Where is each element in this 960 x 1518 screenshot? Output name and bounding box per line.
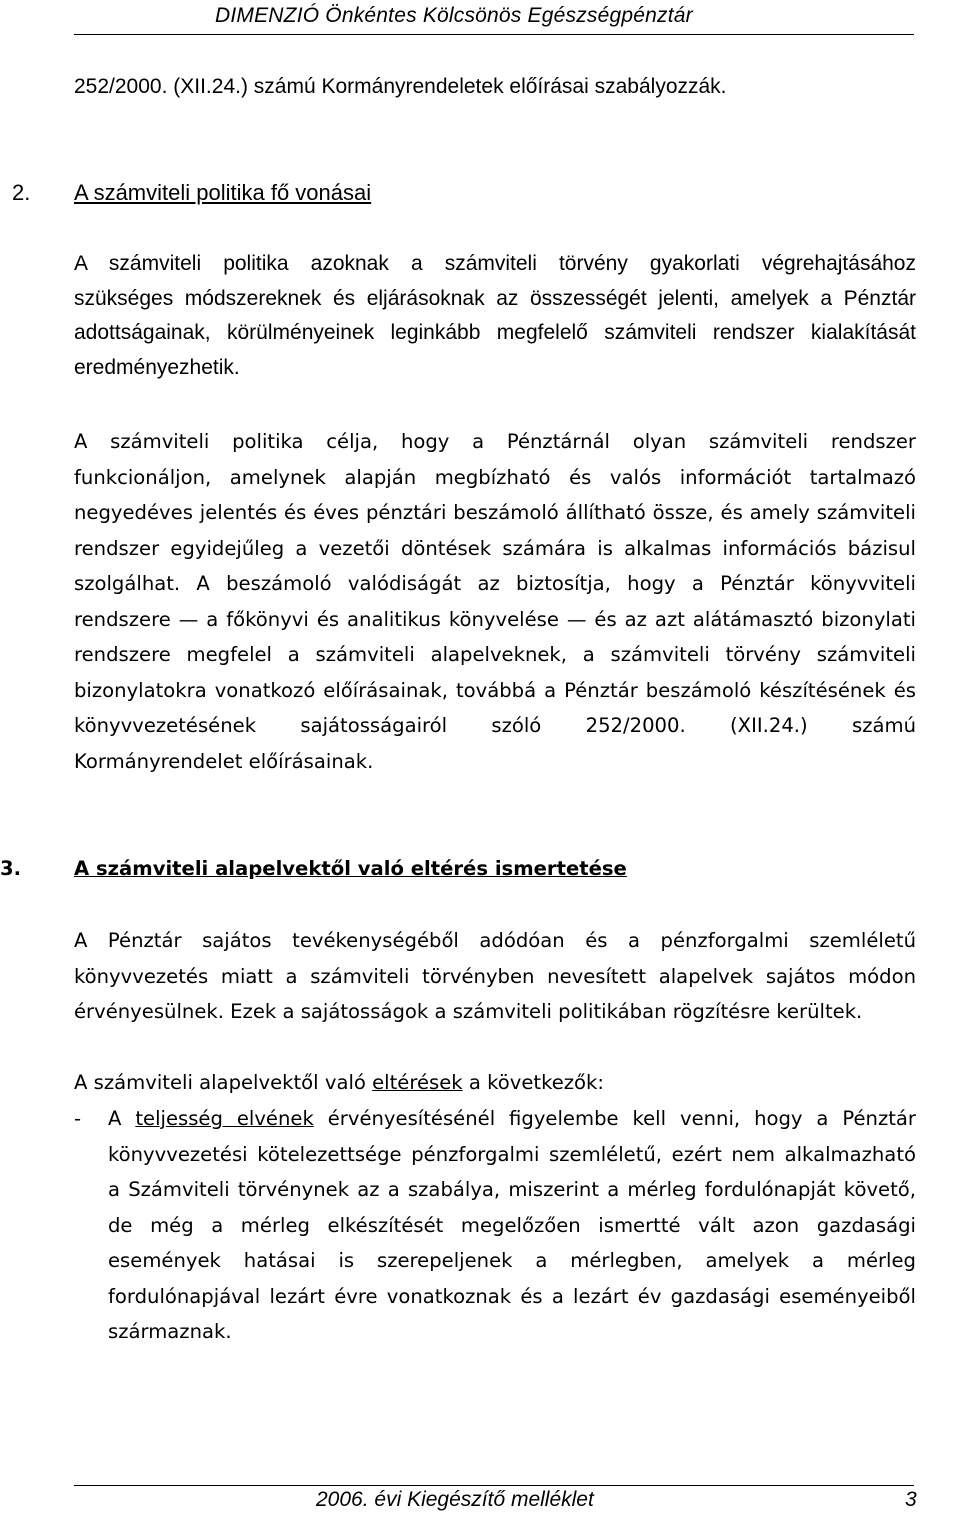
paragraph-line: könyvvezetés miatt a számviteli törvényben nevesített alapelvek sajátos módon [74, 964, 916, 988]
deviation-intro-text: A számviteli alapelvektől való [74, 1071, 373, 1094]
bullet-line: származnak. [108, 1320, 232, 1343]
bullet-line: fordulónapjával lezárt évre vonatkoznak és a lezárt év gazdasági eseményeiből [108, 1284, 916, 1308]
paragraph-line: bizonylatokra vonatkozó előírásainak, továbbá a Pénztár beszámoló készítésének és [74, 678, 916, 702]
section-3-number: 3. [0, 857, 22, 880]
bullet-item [108, 1101, 916, 1350]
section-3-paragraph-1 [74, 923, 916, 1030]
deviation-intro [74, 1065, 916, 1101]
section-2-paragraph-1 [74, 247, 916, 385]
section-2-title: A számviteli politika fő vonásai [74, 180, 372, 205]
section-2-number-label: 2. [12, 180, 31, 205]
paragraph-line: A Pénztár sajátos tevékenységéből adódóan és a pénzforgalmi szemléletű [74, 929, 916, 952]
bullet-line: könyvvezetési kötelezettsége pénzforgalmi szemléletű, ezért nem alkalmazható [108, 1142, 916, 1166]
footer-label: 2006. évi Kiegészítő melléklet [316, 1488, 594, 1511]
footer-rule [74, 1485, 914, 1486]
principle-of-completeness: teljesség elvének [135, 1107, 314, 1130]
paragraph-line: rendszer egyidejűleg a vezetői döntések számára is alkalmas információs bázisul [74, 536, 916, 560]
paragraph-line: A számviteli politika célja, hogy a Pénztárnál olyan számviteli rendszer [74, 430, 916, 453]
paragraph-line: könyvvezetésének sajátosságairól szóló 252/2000. (XII.24.) számú [74, 714, 916, 737]
paragraph-line: negyedéves jelentés és éves pénztári beszámoló állítható össze, és amely számviteli [74, 501, 916, 524]
paragraph-line: érvényesülnek. Ezek a sajátosságok a számviteli politikában rögzítésre kerültek. [74, 1000, 863, 1023]
bullet-line: de még a mérleg elkészítését megelőzően ismertté vált azon gazdasági [108, 1213, 916, 1237]
deviation-intro-text: a következők: [462, 1071, 604, 1094]
header-rule [74, 34, 914, 35]
page-number: 3 [905, 1488, 917, 1511]
paragraph-line: A számviteli politika azoknak a számviteli törvény gyakorlati végrehajtásához [74, 252, 916, 275]
paragraph-line: eredményezhetik. [74, 355, 240, 379]
paragraph-line: funkcionáljon, amelynek alapján megbízható és valós információt tartalmazó [74, 465, 916, 489]
bullet-text: érvényesítésénél figyelembe kell venni, hogy a Pénztár [313, 1107, 916, 1130]
section-2-paragraph-2 [74, 424, 916, 779]
bullet-line: események hatásai is szerepeljenek a mérlegben, amelyek a mérleg [108, 1249, 916, 1272]
paragraph-line: Kormányrendelet előírásainak. [74, 749, 374, 773]
paragraph-line: szükséges módszereknek és eljárásoknak az összességét jelenti, amelyek a Pénztár [74, 286, 916, 310]
deviation-keyword: eltérések [372, 1071, 463, 1094]
section-3-title: A számviteli alapelvektől való eltérés ismertetése [74, 857, 627, 880]
page-header-title: DIMENZIÓ Önkéntes Kölcsönös Egészségpénztár [215, 4, 693, 27]
paragraph-line: szolgálhat. A beszámoló valódiságát az biztosítja, hogy a Pénztár könyvviteli [74, 572, 916, 595]
bullet-line: a Számviteli törvénynek az a szabálya, miszerint a mérleg fordulónapját követő, [108, 1178, 916, 1201]
intro-line: 252/2000. (XII.24.) számú Kormányrendeletek előírásai szabályozzák. [74, 75, 727, 98]
paragraph-line: rendszere — a főkönyvi és analitikus könyvelése — és az azt alátámasztó bizonylati [74, 607, 916, 631]
bullet-marker: - [74, 1107, 82, 1130]
paragraph-line: rendszere megfelel a számviteli alapelveknek, a számviteli törvény számviteli [74, 643, 916, 666]
paragraph-line: adottságainak, körülményeinek leginkább megfelelő számviteli rendszer kialakítását [74, 321, 916, 344]
bullet-text: A [108, 1107, 136, 1130]
